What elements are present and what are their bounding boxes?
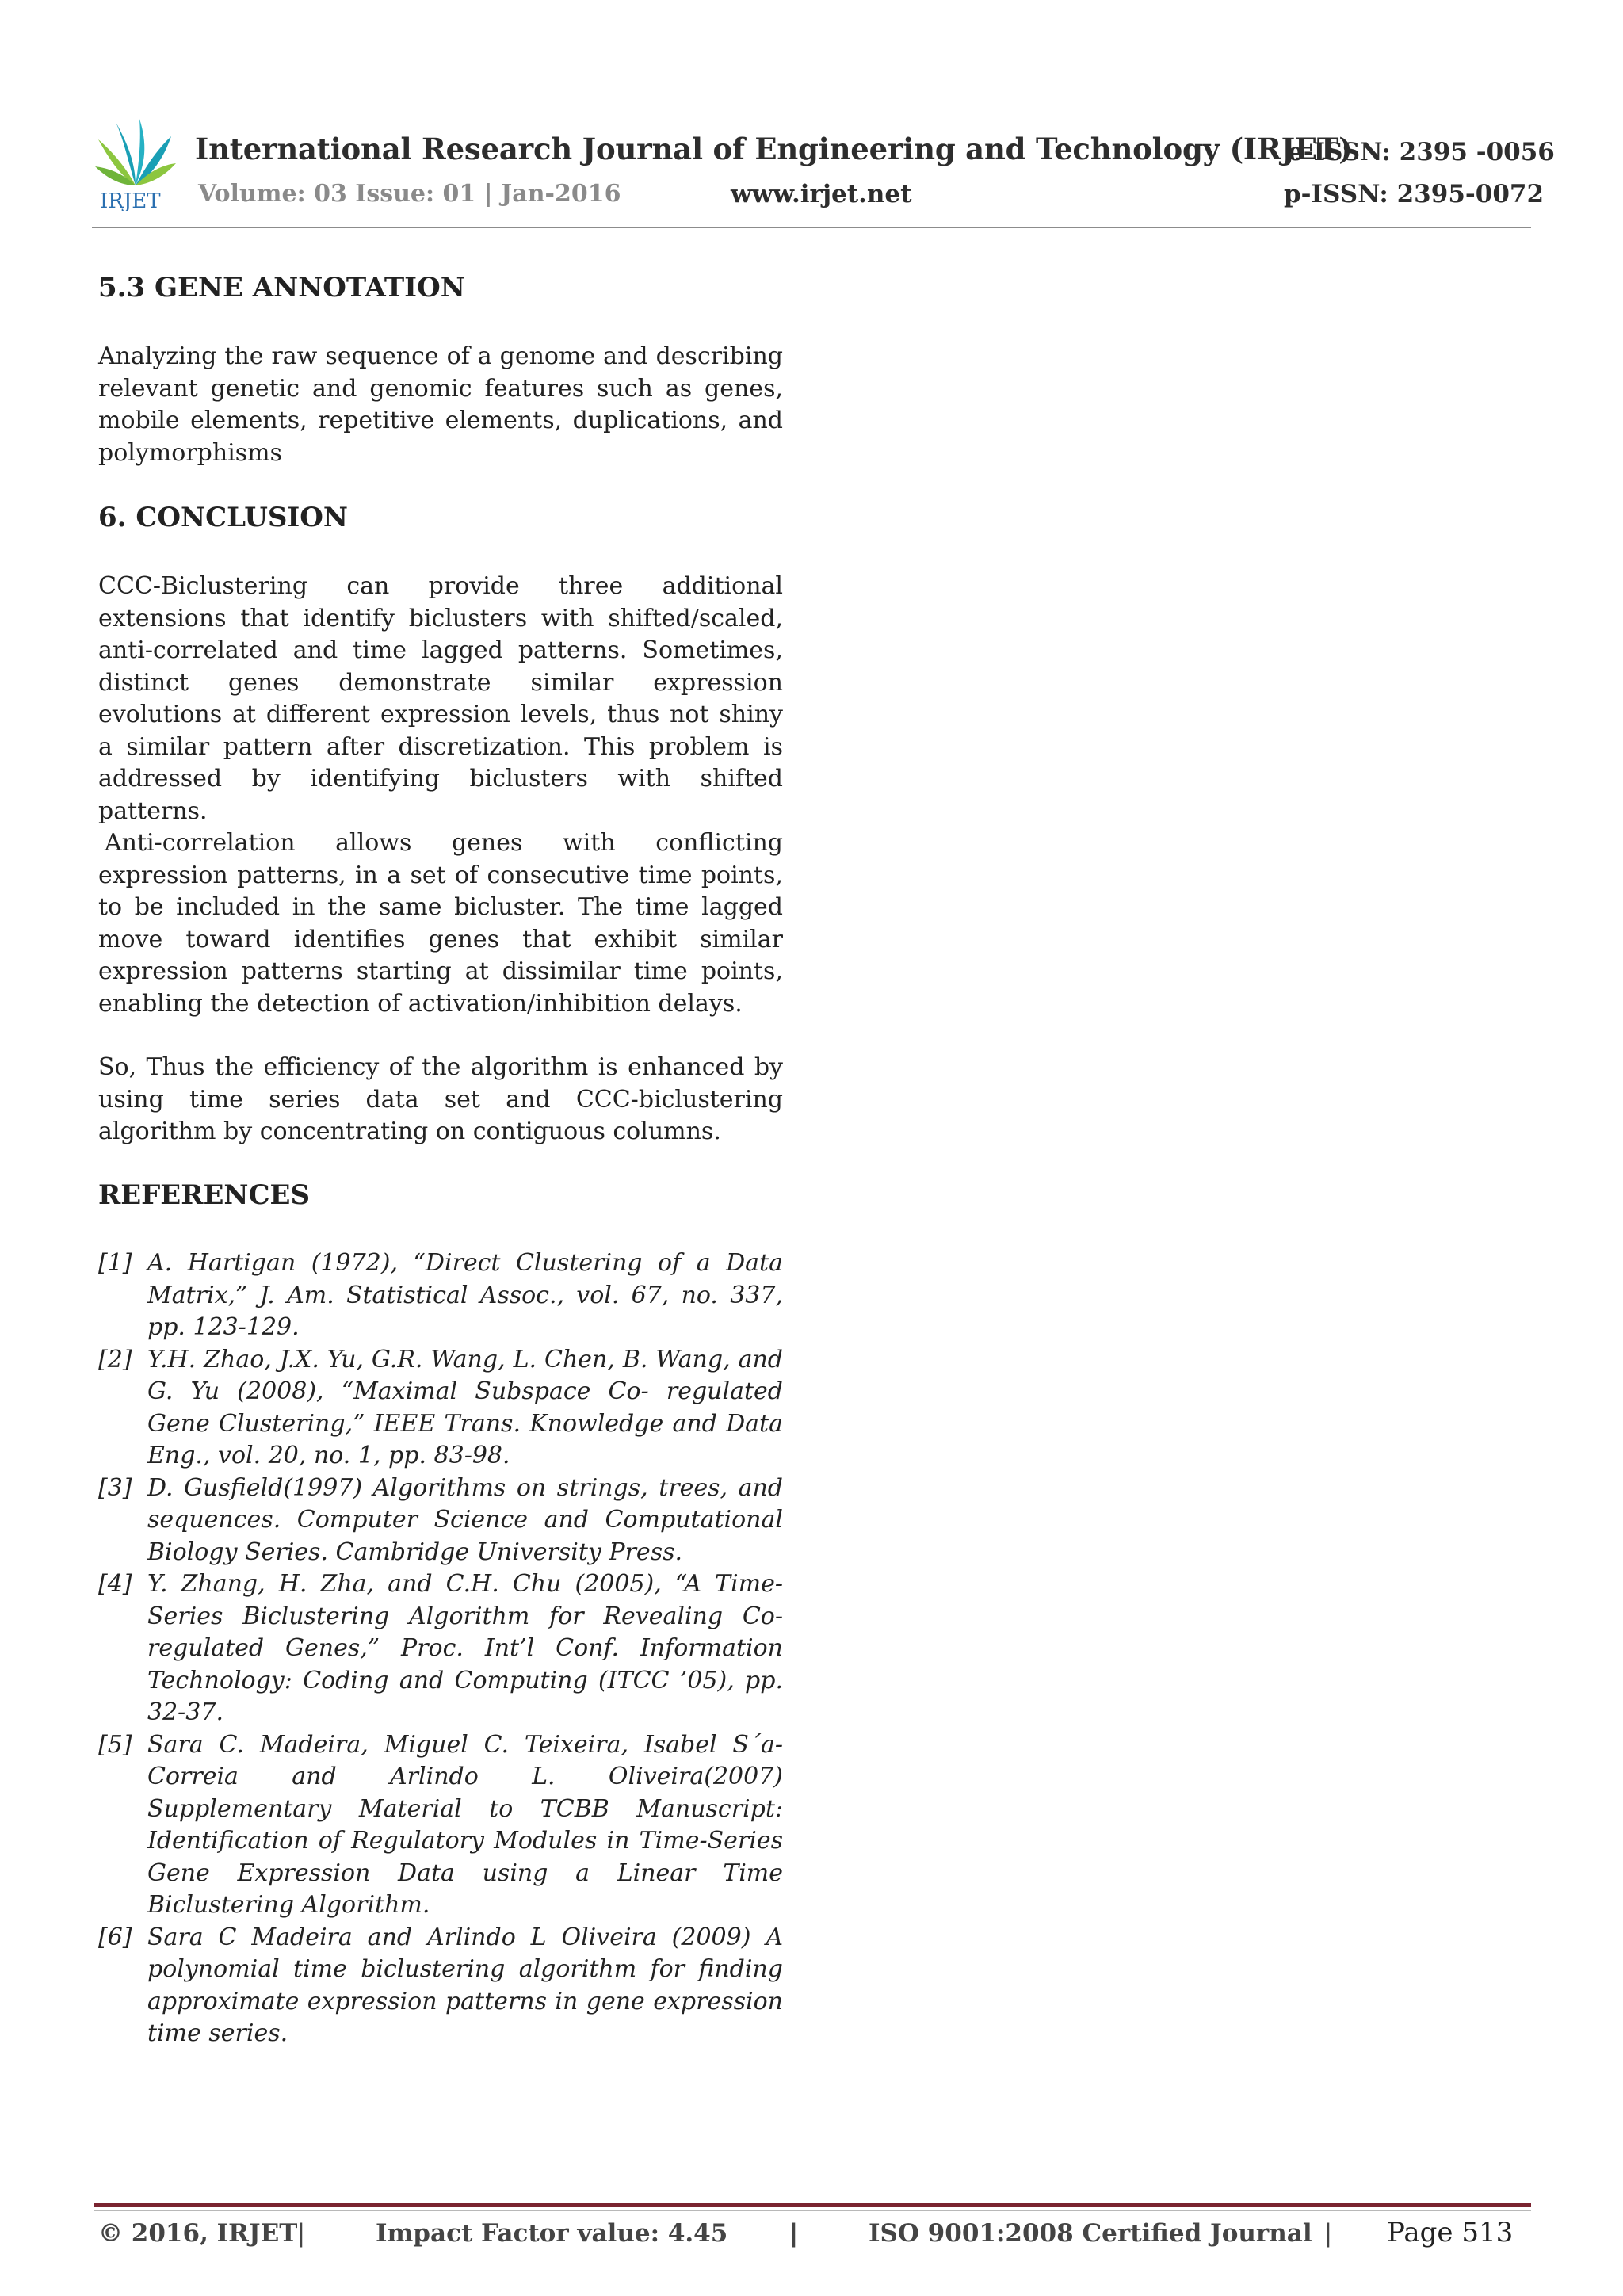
- reference-item: [98, 1922, 783, 2050]
- paragraph-gene-annotation: Analyzing the raw sequence of a genome and describing relevant genetic and genomic features such as genes, mobile elements, repetitive elements, duplications, and polymorphisms: [98, 342, 783, 467]
- footer-impact-factor: Impact Factor value: 4.45: [376, 2219, 728, 2248]
- paragraph-conclusion-1: CCC-Biclustering can provide three additional extensions that identify biclusters with shifted/scaled, anti-correlated and time lagged patterns. Sometimes, distinct genes demonstrate similar expression evolutions at different expression levels, thus not shiny a similar pattern after discretization. This problem is addressed by identifying biclusters with shifted patterns.: [98, 572, 783, 825]
- volume-issue: Volume: 03 Issue: 01 | Jan-2016: [198, 180, 621, 208]
- footer-iso: ISO 9001:2008 Certified Journal: [869, 2219, 1312, 2248]
- reference-item: [98, 1729, 783, 1922]
- irjet-logo: [92, 116, 179, 211]
- header-divider: [92, 227, 1531, 228]
- reference-number: [6]: [98, 1923, 132, 1951]
- e-issn: e-ISSN: 2395 -0056: [1288, 138, 1555, 166]
- website-link[interactable]: www.irjet.net: [731, 180, 912, 208]
- reference-item: [98, 1473, 783, 1569]
- footer-separator: |: [296, 2219, 306, 2248]
- reference-item: [98, 1247, 783, 1344]
- reference-number: [3]: [98, 1473, 132, 1502]
- reference-text: D. Gusfield(1997) Algorithms on strings, trees, and sequences. Computer Science and Computational Biology Series. Cambridge University Press.: [147, 1473, 783, 1566]
- reference-list: [98, 1247, 783, 2050]
- reference-text: Sara C Madeira and Arlindo L Oliveira (2009) A polynomial time biclustering algorithm for finding approximate expression patterns in gene expression time series.: [147, 1923, 783, 2047]
- footer-copyright: © 2016, IRJET: [98, 2219, 298, 2248]
- section-heading-conclusion: 6. CONCLUSION: [98, 502, 348, 533]
- reference-number: [2]: [98, 1345, 132, 1373]
- reference-item: [98, 1568, 783, 1729]
- journal-title: International Research Journal of Engineering and Technology (IRJET): [195, 132, 1353, 166]
- irjet-logo-leaves-icon: [92, 116, 179, 211]
- reference-text: Y.H. Zhao, J.X. Yu, G.R. Wang, L. Chen, B. Wang, and G. Yu (2008), “Maximal Subspace Co- regulated Gene Clustering,” IEEE Trans. Knowledge and Data Eng., vol. 20, no. 1, pp. 83-98.: [147, 1345, 783, 1469]
- reference-number: [1]: [98, 1249, 132, 1277]
- reference-text: Y. Zhang, H. Zha, and C.H. Chu (2005), “A Time-Series Biclustering Algorithm for Revealing Co-regulated Genes,” Proc. Int’l Conf. Information Technology: Coding and Computing (ITCC ’05), pp. 32-37.: [147, 1570, 783, 1726]
- svg-text:IRJET: IRJET: [100, 189, 161, 211]
- footer-divider-thick: [94, 2203, 1531, 2207]
- paragraph-conclusion-3: So, Thus the efficiency of the algorithm is enhanced by using time series data set and CCC-biclustering algorithm by concentrating on contiguous columns.: [98, 1053, 783, 1145]
- paragraph-conclusion-2: Anti-correlation allows genes with conflicting expression patterns, in a set of consecutive time points, to be included in the same bicluster. The time lagged move toward identifies genes that exhibit similar expression patterns starting at dissimilar time points, enabling the detection of activation/inhibition delays.: [98, 829, 783, 1018]
- section-heading-gene-annotation: 5.3 GENE ANNOTATION: [98, 272, 465, 304]
- p-issn: p-ISSN: 2395-0072: [1284, 180, 1545, 208]
- reference-number: [5]: [98, 1730, 132, 1759]
- footer-page-number: Page 513: [1387, 2217, 1514, 2248]
- section-heading-references: REFERENCES: [98, 1179, 311, 1211]
- footer-separator: |: [1323, 2219, 1333, 2248]
- footer-separator: |: [789, 2219, 799, 2248]
- reference-text: Sara C. Madeira, Miguel C. Teixeira, Isabel S´a-Correia and Arlindo L. Oliveira(2007) Supplementary Material to TCBB Manuscript: Identification of Regulatory Modules in Time-Series Gene Expression Data using a Linear Time Biclustering Algorithm.: [147, 1730, 783, 1919]
- reference-text: A. Hartigan (1972), “Direct Clustering of a Data Matrix,” J. Am. Statistical Assoc., vol. 67, no. 337, pp. 123-129.: [147, 1249, 783, 1341]
- reference-number: [4]: [98, 1570, 132, 1598]
- footer-divider-thin: [94, 2210, 1531, 2211]
- reference-item: [98, 1344, 783, 1473]
